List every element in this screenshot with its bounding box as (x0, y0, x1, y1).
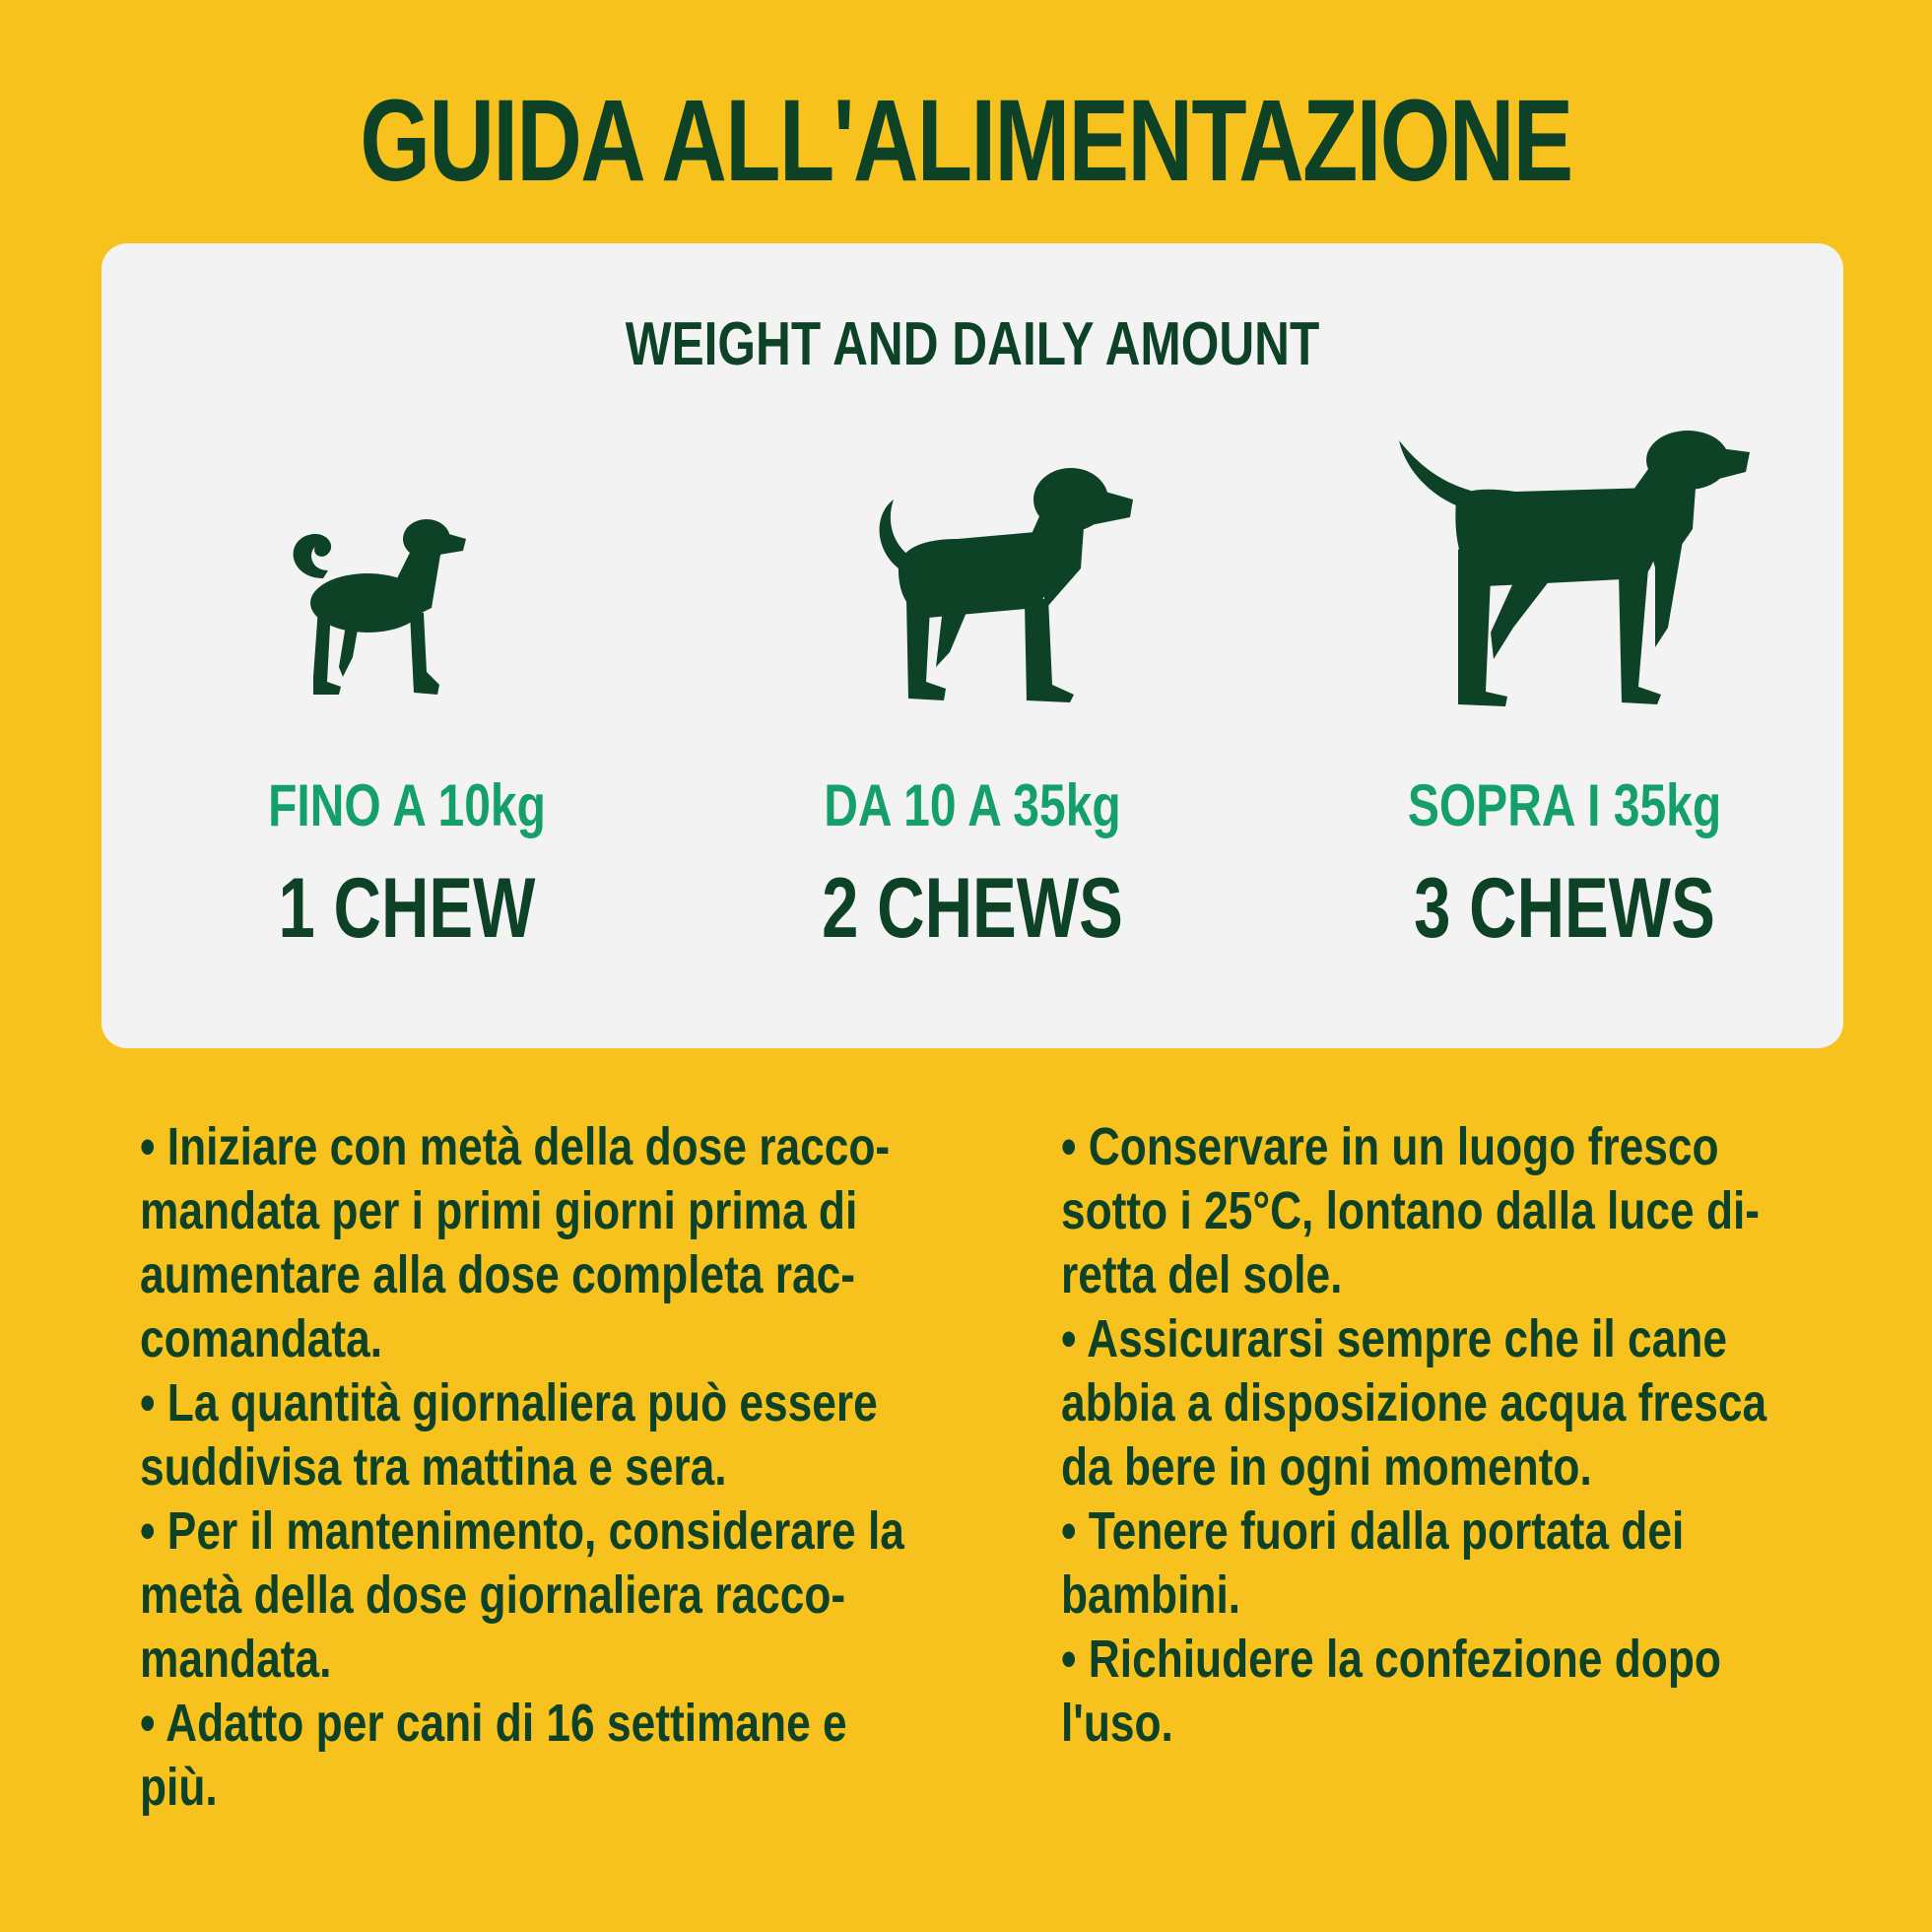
note-line: • Richiudere la confezione dopo (1061, 1630, 1721, 1689)
note-line: più. (140, 1758, 218, 1817)
note-line: • La quantità giornaliera può essere (140, 1373, 878, 1432)
storage-notes (1061, 1115, 1928, 1756)
card-heading: WEIGHT AND DAILY AMOUNT (625, 310, 1320, 378)
note-line: • Tenere fuori dalla portata dei (1061, 1501, 1685, 1561)
feeding-card (101, 243, 1843, 1048)
note-line: sotto i 25°C, lontano dalla luce di- (1061, 1181, 1761, 1240)
feeding-column-large (1289, 411, 1840, 1022)
note-line: • Adatto per cani di 16 settimane e (140, 1694, 847, 1753)
feeding-column-medium (697, 411, 1248, 1022)
daily-amount: 1 CHEW (278, 861, 536, 956)
note-line: metà della dose giornaliera racco- (140, 1566, 846, 1625)
small-dog-icon (131, 411, 683, 766)
weight-range: SOPRA I 35kg (1407, 772, 1722, 838)
note-line: aumentare alla dose completa rac- (140, 1245, 855, 1304)
daily-amount: 3 CHEWS (1414, 861, 1715, 956)
note-line: abbia a disposizione acqua fresca (1061, 1373, 1767, 1432)
note-line: da bere in ogni momento. (1061, 1437, 1592, 1497)
medium-dog-icon (697, 411, 1248, 766)
feeding-notes (140, 1115, 1007, 1820)
note-line: mandata per i primi giorni prima di (140, 1181, 858, 1240)
daily-amount: 2 CHEWS (822, 861, 1123, 956)
note-line: l'uso. (1061, 1694, 1173, 1753)
weight-range: DA 10 A 35kg (824, 772, 1121, 838)
note-line: • Conservare in un luogo fresco (1061, 1117, 1719, 1176)
note-line: • Assicurarsi sempre che il cane (1061, 1309, 1727, 1368)
note-line: • Per il mantenimento, considerare la (140, 1501, 904, 1561)
note-line: suddivisa tra mattina e sera. (140, 1437, 727, 1497)
page-title: GUIDA ALL'ALIMENTAZIONE (360, 76, 1572, 206)
note-line: • Iniziare con metà della dose racco- (140, 1117, 891, 1176)
weight-range: FINO A 10kg (268, 772, 546, 838)
note-line: mandata. (140, 1630, 332, 1689)
feeding-column-small (131, 411, 683, 1022)
note-line: comandata. (140, 1309, 383, 1368)
note-line: bambini. (1061, 1566, 1241, 1625)
large-dog-icon (1289, 411, 1840, 766)
note-line: retta del sole. (1061, 1245, 1343, 1304)
